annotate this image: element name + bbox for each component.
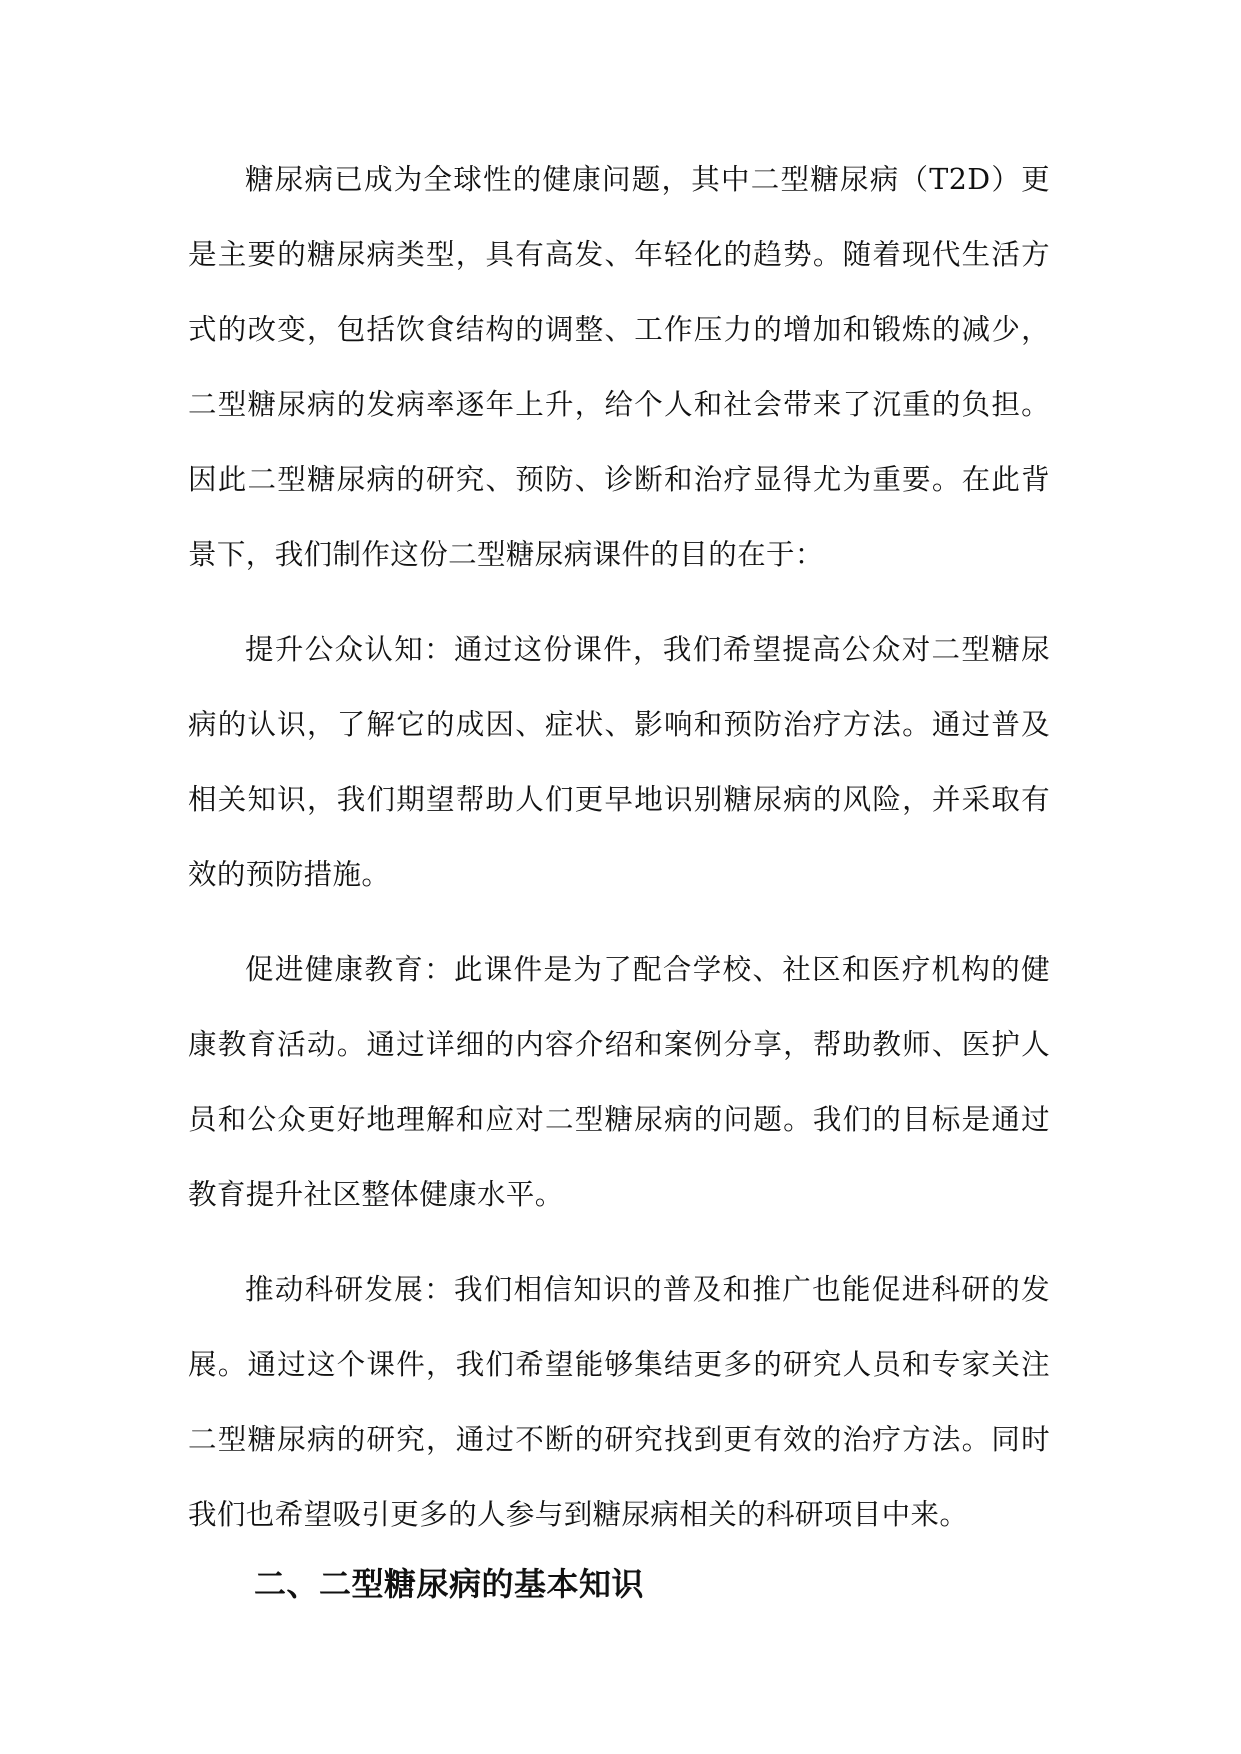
paragraph-health-education: 促进健康教育：此课件是为了配合学校、社区和医疗机构的健康教育活动。通过详细的内容介绍和案例分享，帮助教师、医护人员和公众更好地理解和应对二型糖尿病的问题。我们的目标是通过教育提升社区整体健康水平。 <box>188 953 1050 1211</box>
section-heading: 二、二型糖尿病的基本知识 <box>254 1565 645 1603</box>
paragraph-research: 推动科研发展：我们相信知识的普及和推广也能促进科研的发展。通过这个课件，我们希望能够集结更多的研究人员和专家关注二型糖尿病的研究，通过不断的研究找到更有效的治疗方法。同时我们也希望吸引更多的人参与到糖尿病相关的科研项目中来。 <box>188 1273 1050 1531</box>
paragraph-background: 糖尿病已成为全球性的健康问题，其中二型糖尿病（T2D）更是主要的糖尿病类型，具有高发、年轻化的趋势。随着现代生活方式的改变，包括饮食结构的调整、工作压力的增加和锻炼的减少，二型糖尿病的发病率逐年上升，给个人和社会带来了沉重的负担。因此二型糖尿病的研究、预防、诊断和治疗显得尤为重要。在此背景下，我们制作这份二型糖尿病课件的目的在于： <box>188 163 1050 571</box>
document-body <box>188 142 1050 1572</box>
paragraph-public-awareness: 提升公众认知：通过这份课件，我们希望提高公众对二型糖尿病的认识，了解它的成因、症状、影响和预防治疗方法。通过普及相关知识，我们期望帮助人们更早地识别糖尿病的风险，并采取有效的预防措施。 <box>188 633 1050 891</box>
